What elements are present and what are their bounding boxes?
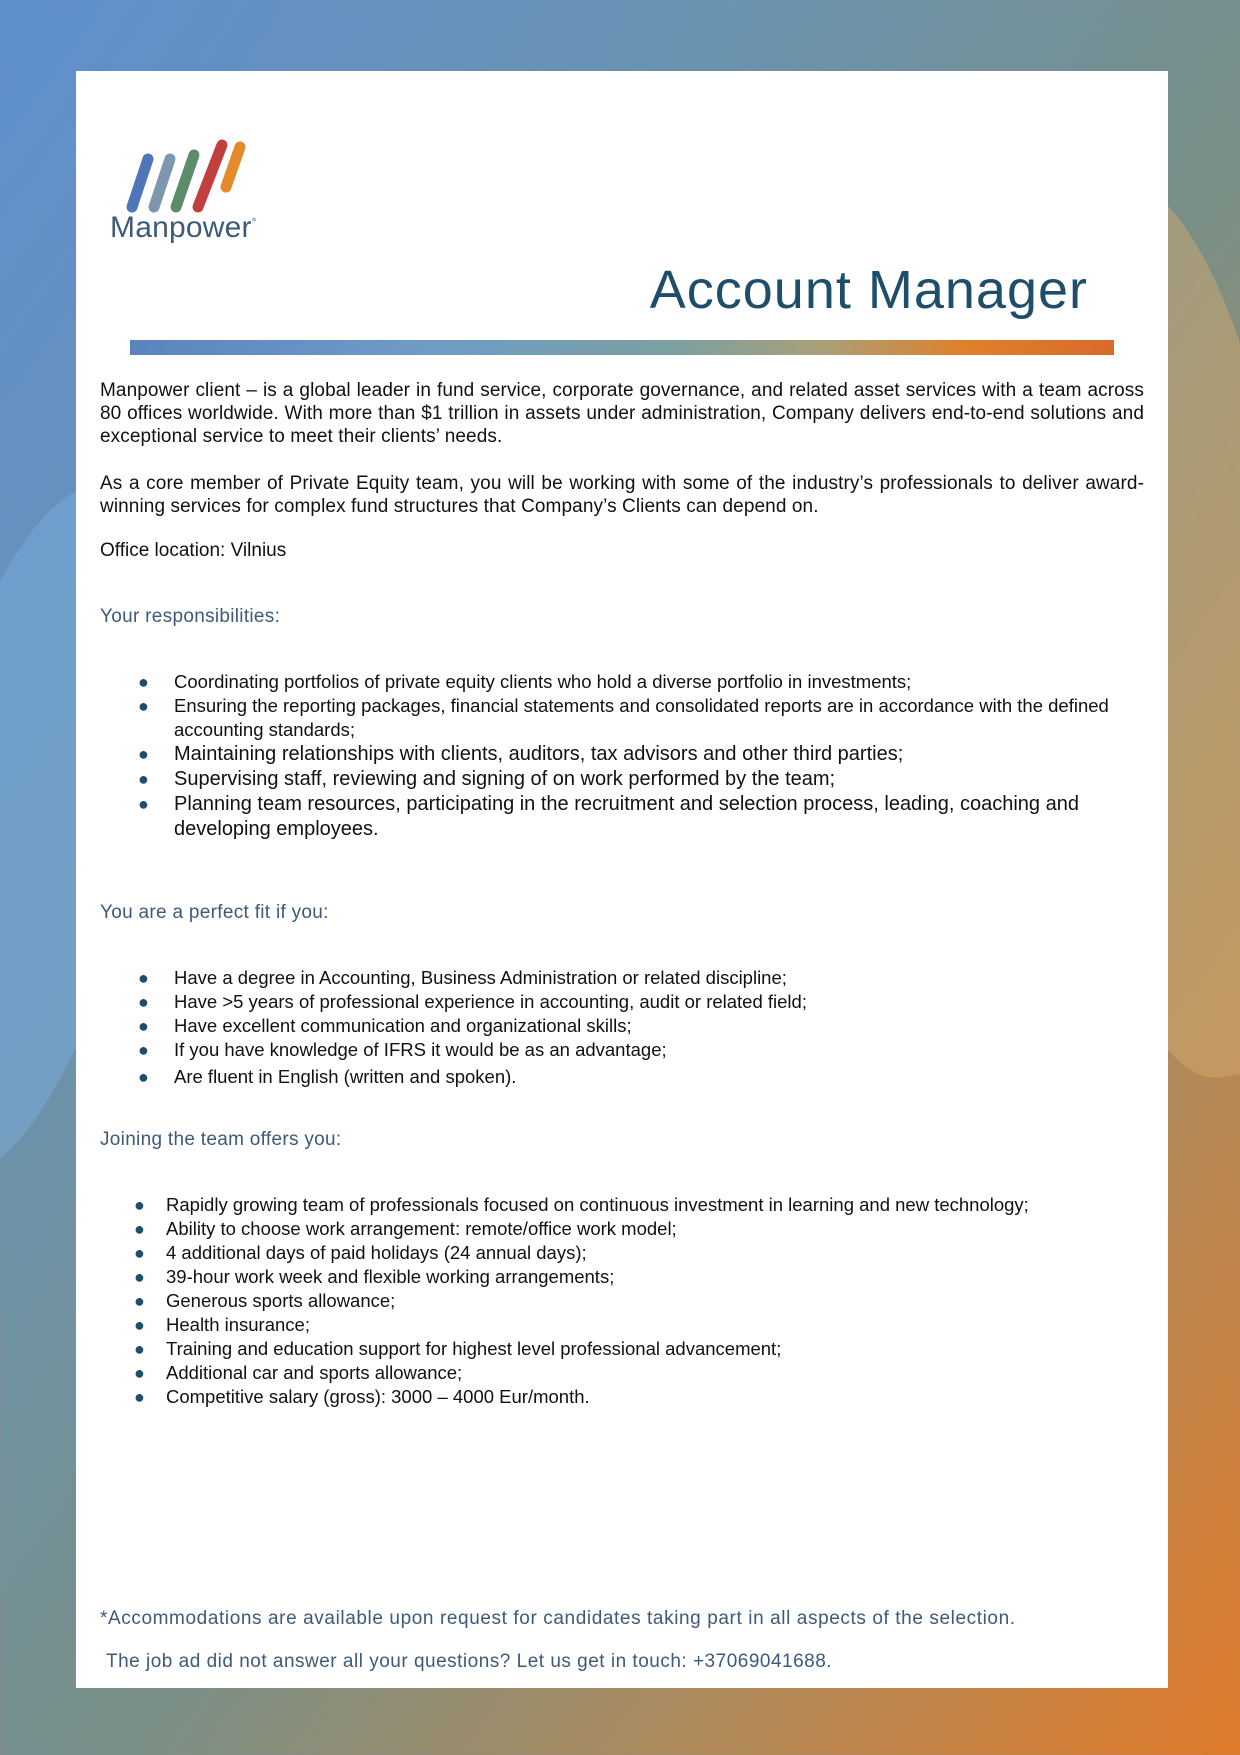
bullet-icon: ● bbox=[138, 696, 149, 716]
bullet-icon: ● bbox=[134, 1363, 145, 1383]
list-item: ● Have excellent communication and organizational skills; bbox=[138, 1015, 632, 1036]
responsibilities-heading: Your responsibilities: bbox=[100, 606, 281, 627]
list-item: ● Training and education support for highest level professional advancement; bbox=[134, 1338, 782, 1359]
intro-paragraph-2: As a core member of Private Equity team, you will be working with some of the industry’s professionals to deliver award-winning services for complex fund structures that Company’s Clients can depend on. bbox=[100, 473, 1144, 517]
bullet-icon: ● bbox=[134, 1267, 145, 1287]
job-description bbox=[100, 379, 1144, 1409]
list-item: ● Supervising staff, reviewing and signing of on work performed by the team; bbox=[138, 768, 836, 790]
bullet-icon: ● bbox=[138, 672, 149, 692]
list-item: ● Generous sports allowance; bbox=[134, 1290, 396, 1311]
office-location: Office location: Vilnius bbox=[100, 540, 287, 561]
list-item: ● Maintaining relationships with clients, auditors, tax advisors and other third parties; bbox=[138, 743, 904, 765]
list-item: ● Competitive salary (gross): 3000 – 4000 Eur/month. bbox=[134, 1386, 590, 1407]
job-ad-sheet bbox=[76, 71, 1168, 1688]
requirements-list bbox=[100, 966, 1144, 1089]
contact-line: The job ad did not answer all your questions? Let us get in touch: +37069041688. bbox=[106, 1651, 833, 1672]
list-item: ● Health insurance; bbox=[134, 1314, 310, 1335]
bullet-icon: ● bbox=[138, 1016, 149, 1036]
logo-wordmark: Manpower° bbox=[110, 211, 257, 244]
list-item: ● Additional car and sports allowance; bbox=[134, 1362, 463, 1383]
bullet-icon: ● bbox=[134, 1243, 145, 1263]
offers-heading: Joining the team offers you: bbox=[100, 1129, 342, 1150]
bullet-icon: ● bbox=[134, 1219, 145, 1239]
list-item: ● 4 additional days of paid holidays (24 annual days); bbox=[134, 1242, 587, 1263]
bullet-icon: ● bbox=[138, 744, 149, 764]
bullet-icon: ● bbox=[138, 1040, 149, 1060]
bullet-icon: ● bbox=[138, 794, 149, 814]
bullet-icon: ● bbox=[138, 968, 149, 988]
list-item: ● Have a degree in Accounting, Business Administration or related discipline; bbox=[138, 967, 787, 988]
responsibilities-list bbox=[100, 670, 1144, 742]
bullet-icon: ● bbox=[134, 1387, 145, 1407]
list-item: ● 39-hour work week and flexible working arrangements; bbox=[134, 1266, 615, 1287]
bullet-icon: ● bbox=[138, 769, 149, 789]
bullet-icon: ● bbox=[134, 1195, 145, 1215]
list-item: ● Ensuring the reporting packages, financial statements and consolidated reports are in accordance with the defined accounting standards; bbox=[138, 695, 1109, 740]
bullet-icon: ● bbox=[138, 1067, 149, 1087]
list-item: ● Planning team resources, participating in the recruitment and selection process, leading, coaching and developing employees. bbox=[138, 793, 1079, 840]
bullet-icon: ● bbox=[134, 1339, 145, 1359]
job-title: Account Manager bbox=[649, 260, 1088, 320]
accommodations-note: *Accommodations are available upon request for candidates taking part in all aspects of the selection. bbox=[100, 1608, 1016, 1629]
list-item: ● Rapidly growing team of professionals focused on continuous investment in learning and new technology; bbox=[134, 1194, 1029, 1215]
list-item: ● Coordinating portfolios of private equity clients who hold a diverse portfolio in investments; bbox=[138, 671, 912, 692]
list-item: ● Ability to choose work arrangement: remote/office work model; bbox=[134, 1218, 677, 1239]
list-item: ● Are fluent in English (written and spoken). bbox=[138, 1066, 517, 1087]
bullet-icon: ● bbox=[138, 992, 149, 1012]
list-item: ● If you have knowledge of IFRS it would be as an advantage; bbox=[138, 1039, 667, 1060]
bullet-icon: ● bbox=[134, 1315, 145, 1335]
responsibilities-list-large bbox=[100, 742, 1144, 842]
requirements-heading: You are a perfect fit if you: bbox=[100, 902, 329, 923]
list-item: ● Have >5 years of professional experience in accounting, audit or related field; bbox=[138, 991, 807, 1012]
title-divider bbox=[130, 340, 1114, 355]
bullet-icon: ● bbox=[134, 1291, 145, 1311]
intro-paragraph-1: Manpower client – is a global leader in fund service, corporate governance, and related asset services with a team across 80 offices worldwide. With more than $1 trillion in assets under administration, Company delivers end-to-end solutions and exceptional service to meet their clients’ needs. bbox=[100, 380, 1144, 447]
offers-list bbox=[100, 1193, 1144, 1409]
